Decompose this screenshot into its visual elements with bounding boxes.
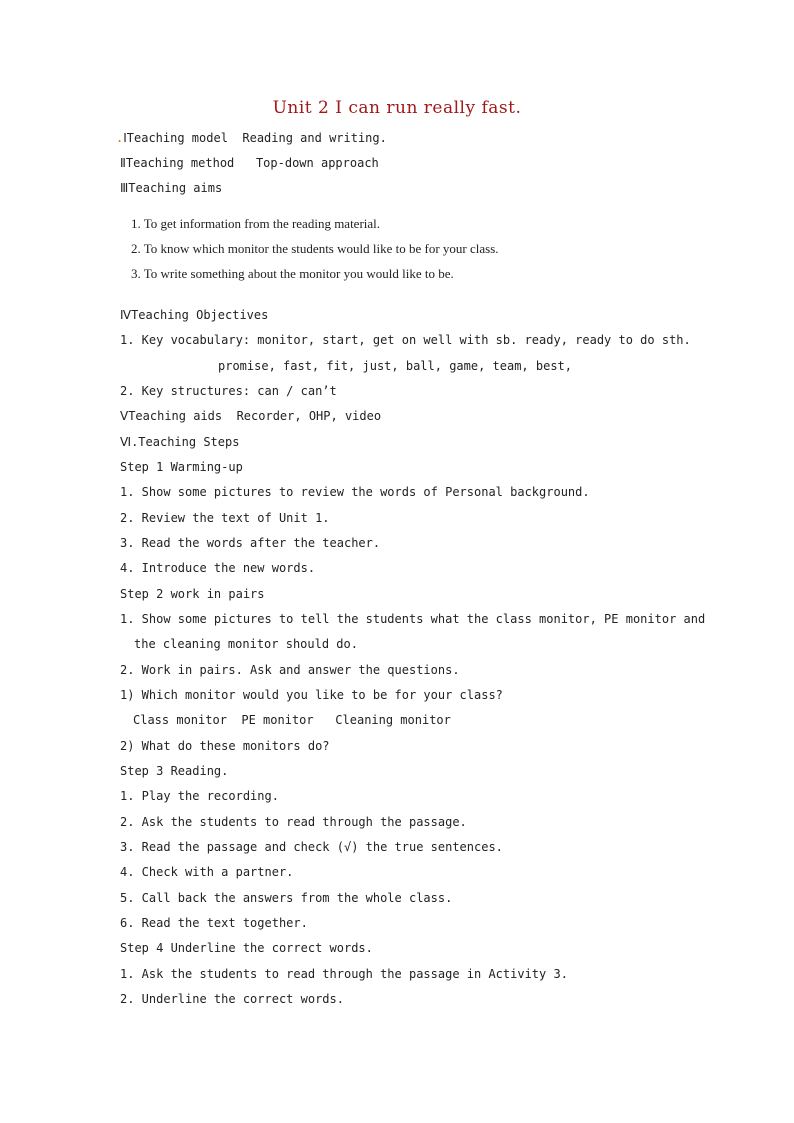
key-vocabulary-continued: promise, fast, fit, just, ball, game, team, best, [218, 359, 573, 373]
step-3-heading: Step 3 Reading. [120, 764, 229, 778]
page-title: Unit 2 I can run really fast. [272, 98, 522, 118]
list-item: 2. Underline the correct words. [120, 992, 344, 1006]
monitor-options: Class monitor PE monitor Cleaning monitor [133, 713, 451, 727]
list-item: 3. Read the words after the teacher. [120, 536, 381, 550]
key-vocabulary-line: 1. Key vocabulary: monitor, start, get on well with sb. ready, ready to do sth. [120, 333, 691, 347]
list-item: 1. Show some pictures to review the words of Personal background. [120, 485, 590, 499]
list-item: 3. Read the passage and check (√) the true sentences. [120, 840, 503, 854]
list-item: 1. Ask the students to read through the passage in Activity 3. [120, 967, 568, 981]
list-item: 5. Call back the answers from the whole class. [120, 891, 453, 905]
teaching-objectives-heading: ⅣTeaching Objectives [120, 308, 269, 322]
list-item: 4. Introduce the new words. [120, 561, 316, 575]
list-item: 1. Play the recording. [120, 789, 279, 803]
list-item: 2. Ask the students to read through the passage. [120, 815, 467, 829]
list-item-continued: the cleaning monitor should do. [134, 637, 358, 651]
aim-item-2: 2. To know which monitor the students would like to be for your class. [131, 241, 499, 256]
step-1-heading: Step 1 Warming-up [120, 460, 243, 474]
aim-item-3: 3. To write something about the monitor you would like to be. [131, 266, 454, 281]
list-item: 2. Work in pairs. Ask and answer the questions. [120, 663, 460, 677]
teaching-steps-heading: Ⅵ.Teaching Steps [120, 435, 240, 449]
list-item: 4. Check with a partner. [120, 865, 294, 879]
teaching-aids-line: ⅤTeaching aids Recorder, OHP, video [120, 409, 382, 423]
key-structures-line: 2. Key structures: can / can’t [120, 384, 337, 398]
list-item: 6. Read the text together. [120, 916, 308, 930]
question-1: 1) Which monitor would you like to be for your class? [120, 688, 503, 702]
step-4-heading: Step 4 Underline the correct words. [120, 941, 373, 955]
list-item: 2. Review the text of Unit 1. [120, 511, 330, 525]
question-2: 2) What do these monitors do? [120, 739, 330, 753]
teaching-model-line: .ⅠTeaching model Reading and writing. [116, 131, 387, 145]
teaching-aims-heading: ⅢTeaching aims [120, 181, 223, 195]
bullet-dot: . [116, 131, 124, 145]
step-2-heading: Step 2 work in pairs [120, 587, 265, 601]
aim-item-1: 1. To get information from the reading material. [131, 216, 381, 231]
list-item: 1. Show some pictures to tell the students what the class monitor, PE monitor and [120, 612, 706, 626]
teaching-method-line: ⅡTeaching method Top-down approach [120, 156, 379, 170]
